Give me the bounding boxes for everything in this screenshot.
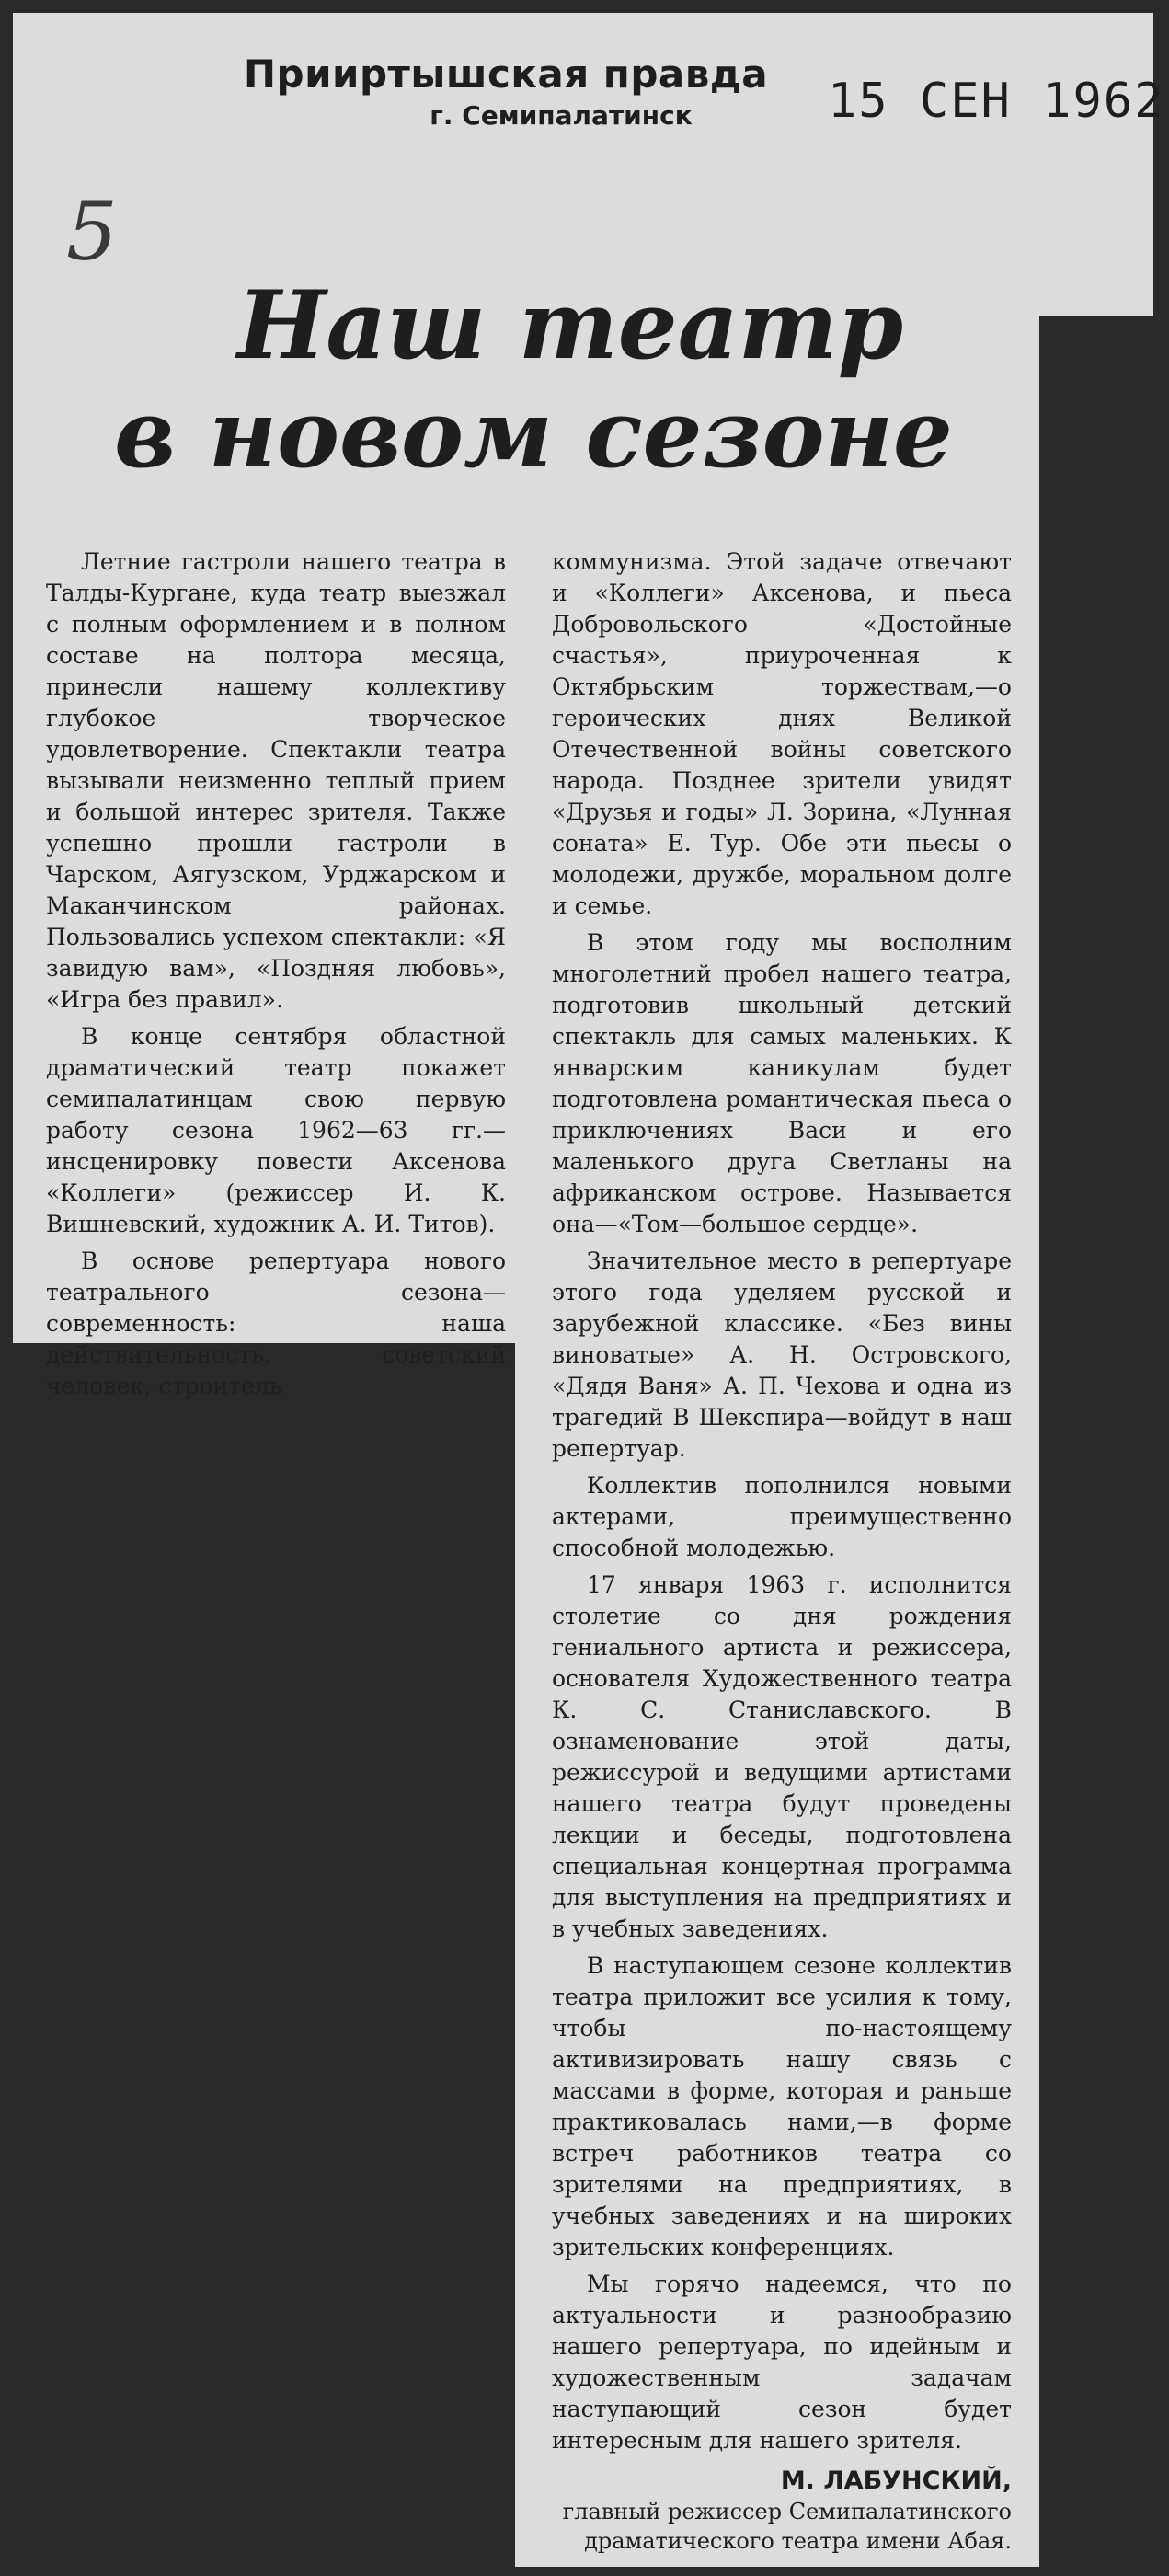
paragraph: В этом году мы восполним многолетний пробел нашего театра, подготовив школьный детский спектакль для самых маленьких. К январским каникулам будет подготовлена романтическая пьеса о приключениях Васи и его маленького друга Светланы на африканском острове. Называется она—«Том—большое сердце». xyxy=(552,929,1012,1237)
masthead xyxy=(230,52,782,131)
newspaper-name: Прииртышская правда xyxy=(243,52,769,97)
newspaper-city: г. Семипалатинск xyxy=(430,100,693,131)
article-left-column xyxy=(46,546,506,1408)
author-signature: М. ЛАБУНСКИЙ, xyxy=(780,2467,1012,2495)
paragraph: коммунизма. Этой задаче отвечают и «Коллеги» Аксенова, и пьеса Добровольского «Достойные счастья», приуроченная к Октябрьским торжествам,—о героических днях Великой Отечественной войны советского народа. Позднее зрители увидят «Друзья и годы» Л. Зорина, «Лунная соната» Е. Тур. Обе эти пьесы о молодежи, дружбе, моральном долге и семье. xyxy=(552,548,1012,919)
paragraph: Мы горячо надеемся, что по актуальности и разнообразию нашего репертуара, по идейным и художественным задачам наступающий сезон будет интересным для нашего зрителя. xyxy=(552,2271,1012,2454)
headline-line-2: в новом сезоне xyxy=(114,379,953,489)
paragraph: Коллектив пополнился новыми актерами, преимущественно способной молодежью. xyxy=(552,1472,1012,1561)
paragraph: Летние гастроли нашего театра в Талды-Кургане, куда театр выезжал с полным оформлением и в полном составе на полтора месяца, принесли нашему коллективу глубокое творческое удовлетворение. Спектакли театра вызывали неизменно теплый прием и большой интерес зрителя. Также успешно прошли гастроли в Чарском, Аягузском, Урджарском и Маканчинском районах. Пользовались успехом спектакли: «Я завидую вам», «Поздняя любовь», «Игра без правил». xyxy=(46,548,506,1013)
paragraph: В основе репертуара нового театрального сезона—современность: наша действительность, советский человек, строитель xyxy=(46,1248,506,1399)
handwritten-number: 5 xyxy=(66,184,118,279)
author-title: главный режиссер Семипалатинского драматического театра имени Абая. xyxy=(562,2499,1012,2554)
paragraph: В конце сентября областной драматический театр покажет семипалатинцам свою первую работу сезона 1962—63 гг.—инсценировку повести Аксенова «Коллеги» (режиссер И. К. Вишневский, художник А. И. Титов). xyxy=(46,1023,506,1237)
paragraph: В наступающем сезоне коллектив театра приложит все усилия к тому, чтобы по-настоящему активизировать нашу связь с массами в форме, которая и раньше практиковалась нами,—в форме встреч работников театра со зрителями на предприятиях, в учебных заведениях и на широких зрительских конференциях. xyxy=(552,1952,1012,2260)
article-headline xyxy=(55,271,1012,489)
paragraph: 17 января 1963 г. исполнится столетие со дня рождения гениального артиста и режиссера, основателя Художественного театра К. С. Станиславского. В ознаменование этой даты, режиссурой и ведущими артистами нашего театра будут проведены лекции и беседы, подготовлена специальная концертная программа для выступления на предприятиях и в учебных заведениях. xyxy=(552,1571,1012,1942)
article-right-column xyxy=(552,546,1012,2556)
paragraph: Значительное место в репертуаре этого года уделяем русской и зарубежной классике. «Без вины виноватые» А. Н. Островского, «Дядя Ваня» А. П. Чехова и одна из трагедий В Шекспира—войдут в наш репертуар. xyxy=(552,1248,1012,1462)
date-stamp: 15 СЕН 1962 xyxy=(828,74,1165,129)
headline-line-1: Наш театр xyxy=(236,270,904,381)
